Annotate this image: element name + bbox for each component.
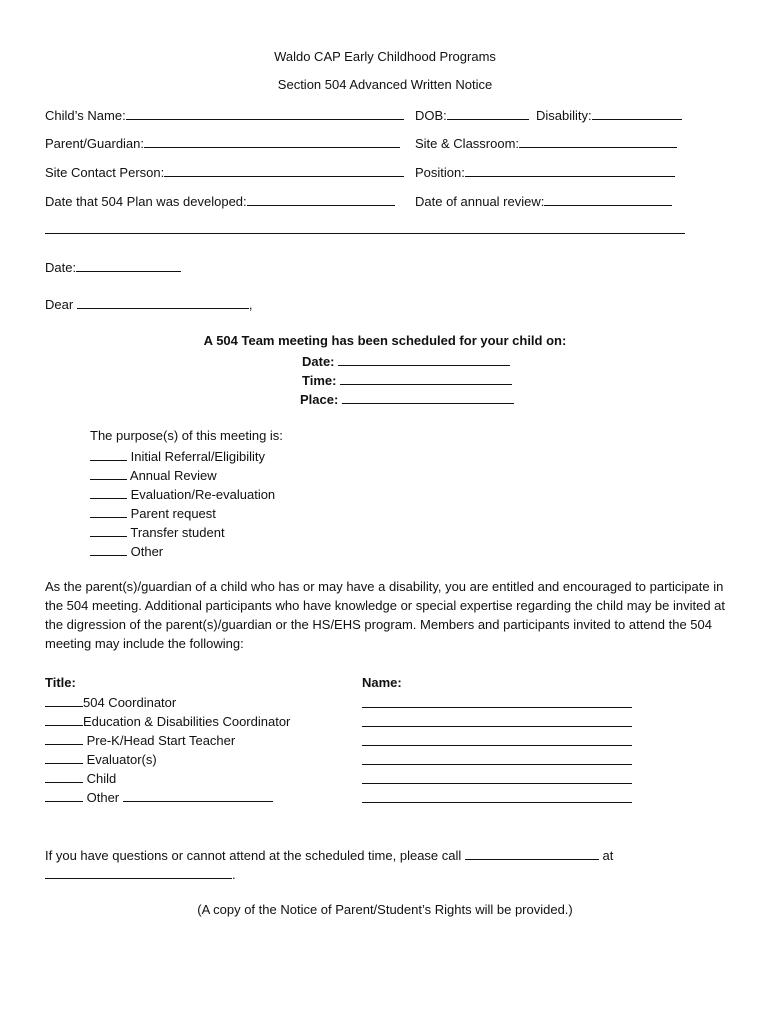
child-name-label: Child’s Name: [45,108,126,123]
title-column-header: Title: [45,675,76,690]
purpose-option[interactable] [90,448,265,463]
child-name-field[interactable] [45,107,404,122]
participant-title-row[interactable] [45,751,157,766]
purpose-option[interactable] [90,543,163,558]
title-check-blank[interactable] [45,694,83,707]
purpose-check-blank[interactable] [90,524,127,537]
participant-title: 504 Coordinator [83,695,177,710]
salutation-field[interactable] [45,296,252,311]
site-classroom-label: Site & Classroom: [415,136,520,151]
disability-blank[interactable] [592,107,682,120]
meeting-time-blank[interactable] [340,372,512,385]
questions-line[interactable] [45,847,613,862]
annual-review-label: Date of annual review: [415,194,545,209]
meeting-date-blank[interactable] [338,353,510,366]
site-classroom-blank[interactable] [519,135,677,148]
participant-name-line[interactable] [362,707,632,708]
meeting-heading: A 504 Team meeting has been scheduled for your child on: [203,333,567,348]
other-title-blank[interactable] [123,789,273,802]
period-text: . [232,867,236,882]
purpose-option-label: Transfer student [130,525,225,540]
participation-paragraph: As the parent(s)/guardian of a child who has or may have a disability, you are entitled and encouraged to participate in the 504 meeting. Additional participants who have knowledge or special expertise regarding the child may be invited at the digression of the parent(s)/guardian or the HS/EHS program. Members and participants invited to attend the 504 meeting may include the following: [45,579,726,651]
document-title: Section 504 Advanced Written Notice [277,77,493,92]
participant-name-line[interactable] [362,764,632,765]
title-check-blank[interactable] [45,751,83,764]
site-contact-label: Site Contact Person: [45,165,165,180]
participant-title-row[interactable] [45,789,273,804]
purpose-check-blank[interactable] [90,505,127,518]
title-check-blank[interactable] [45,770,83,783]
letter-date-field[interactable] [45,259,181,274]
participant-title-row[interactable] [45,694,176,709]
purpose-check-blank[interactable] [90,486,127,499]
meeting-date-label: Date: [302,354,335,369]
title-check-blank[interactable] [45,789,83,802]
dob-field[interactable] [415,107,529,122]
dob-label: DOB: [415,108,447,123]
parent-guardian-label: Parent/Guardian: [45,136,145,151]
salutation-comma: , [248,297,253,312]
child-name-blank[interactable] [126,107,404,120]
disability-field[interactable] [536,107,682,122]
participant-title: Pre-K/Head Start Teacher [83,733,236,748]
participant-name-line[interactable] [362,802,632,803]
participant-title: Evaluator(s) [83,752,157,767]
participant-title: Other [83,790,120,805]
meeting-time-label: Time: [302,373,337,388]
plan-developed-field[interactable] [45,193,395,208]
purpose-option-label: Initial Referral/Eligibility [130,449,266,464]
questions-text: If you have questions or cannot attend at the scheduled time, please call [45,848,462,863]
at-text: at [602,848,614,863]
participant-title: Education & Disabilities Coordinator [83,714,291,729]
contact-phone-blank[interactable] [45,866,232,879]
plan-developed-blank[interactable] [247,193,395,206]
org-title: Waldo CAP Early Childhood Programs [274,49,496,64]
title-check-blank[interactable] [45,732,83,745]
purpose-check-blank[interactable] [90,448,127,461]
letter-date-blank[interactable] [76,259,181,272]
position-label: Position: [415,165,465,180]
purpose-option-label: Annual Review [129,468,217,483]
contact-name-blank[interactable] [465,847,599,860]
participant-name-line[interactable] [362,783,632,784]
parent-guardian-field[interactable] [45,135,400,150]
participant-name-line[interactable] [362,745,632,746]
contact-phone-line[interactable] [45,866,236,881]
annual-review-field[interactable] [415,193,672,208]
plan-developed-label: Date that 504 Plan was developed: [45,194,247,209]
position-blank[interactable] [465,164,675,177]
position-field[interactable] [415,164,675,179]
purpose-option-label: Other [130,544,164,559]
salutation-blank[interactable] [77,296,249,309]
purpose-option[interactable] [90,467,217,482]
site-contact-blank[interactable] [164,164,404,177]
participant-title-row[interactable] [45,732,235,747]
annual-review-blank[interactable] [544,193,672,206]
purpose-check-blank[interactable] [90,467,127,480]
title-check-blank[interactable] [45,713,83,726]
meeting-time-field[interactable] [302,372,512,387]
parent-guardian-blank[interactable] [144,135,400,148]
purpose-option[interactable] [90,524,225,539]
purpose-heading: The purpose(s) of this meeting is: [90,428,283,443]
meeting-date-field[interactable] [302,353,510,368]
name-column-header: Name: [362,675,402,690]
participant-title-row[interactable] [45,770,116,785]
meeting-place-label: Place: [300,392,339,407]
purpose-option-label: Evaluation/Re-evaluation [130,487,276,502]
disability-label: Disability: [536,108,592,123]
letter-date-label: Date: [45,260,77,275]
participant-name-line[interactable] [362,726,632,727]
purpose-check-blank[interactable] [90,543,127,556]
meeting-place-field[interactable] [300,391,514,406]
site-contact-field[interactable] [45,164,404,179]
purpose-option-label: Parent request [130,506,216,521]
purpose-option[interactable] [90,505,216,520]
rights-note: (A copy of the Notice of Parent/Student’s Rights will be provided.) [197,902,573,917]
dear-label: Dear [45,297,74,312]
dob-blank[interactable] [447,107,529,120]
site-classroom-field[interactable] [415,135,677,150]
full-width-blank-line[interactable] [45,233,685,234]
meeting-place-blank[interactable] [342,391,514,404]
participant-title: Child [83,771,117,786]
participant-title-row[interactable] [45,713,290,728]
purpose-option[interactable] [90,486,275,501]
